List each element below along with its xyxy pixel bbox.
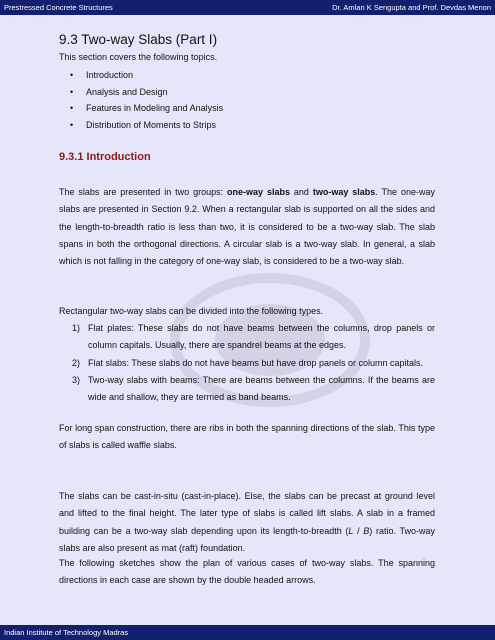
list-item: 3) Two-way slabs with beams: There are beams between the columns. If the beams are wide and shallow, they are termed as band beams. <box>72 374 435 403</box>
list-item: 2) Flat slabs: These slabs do not have beams but have drop panels or column capitals. <box>72 357 424 368</box>
footer-bar <box>0 625 495 640</box>
paragraph-sketches: The following sketches show the plan of various cases of two-way slabs. The spanning directions in each case are shown by the double headed arrows. <box>59 558 435 586</box>
list-item: • Features in Modeling and Analysis <box>70 103 224 114</box>
header-authors: Dr. Amlan K Sengupta and Prof. Devdas Menon <box>332 3 491 12</box>
header-bar <box>0 0 495 15</box>
section-title: 9.3 Two-way Slabs (Part I) <box>59 32 218 47</box>
paragraph-groups: The slabs are presented in two groups: one-way slabs and two-way slabs. The one-way slabs are presented in Section 9.2. When a rectangular slab is supported on all the sides and the length-to-breadth ratio is less than two, it is considered to be a two-way slab. The slab spans in both the orthogonal directions. A circular slab is a two-way slab. In general, a slab which is not falling in the category of one-way slab, is considered to be a two-way slab. <box>59 187 435 267</box>
paragraph-types-lead: Rectangular two-way slabs can be divided into the following types. <box>59 306 324 316</box>
header-course: Prestressed Concrete Structures <box>4 3 113 12</box>
paragraph-waffle: For long span construction, there are ribs in both the spanning directions of the slab. This type of slabs is called waffle slabs. <box>59 423 435 451</box>
list-item: • Introduction <box>70 70 134 80</box>
slab-types-list <box>59 320 435 406</box>
topic-list <box>70 67 223 133</box>
section-intro: This section covers the following topics. <box>59 52 218 62</box>
list-item: • Distribution of Moments to Strips <box>70 119 217 130</box>
subsection-title: 9.3.1 Introduction <box>59 151 151 163</box>
list-item: 1) Flat plates: These slabs do not have beams between the columns, drop panels or column capitals. Usually, there are spandrel beams at the edges. <box>72 323 435 351</box>
list-item: • Analysis and Design <box>70 86 168 97</box>
footer-institute: Indian Institute of Technology Madras <box>4 628 129 637</box>
paragraph-construction: The slabs can be cast-in-situ (cast-in-place). Else, the slabs can be precast at ground level and lifted to the final height. The later type of slabs is called lift slabs. A slab in a framed building can be a two-way slab depending upon its length-to-breadth (L / B) ratio. Two-way slabs are also present as mat (raft) foundation. <box>59 491 435 553</box>
